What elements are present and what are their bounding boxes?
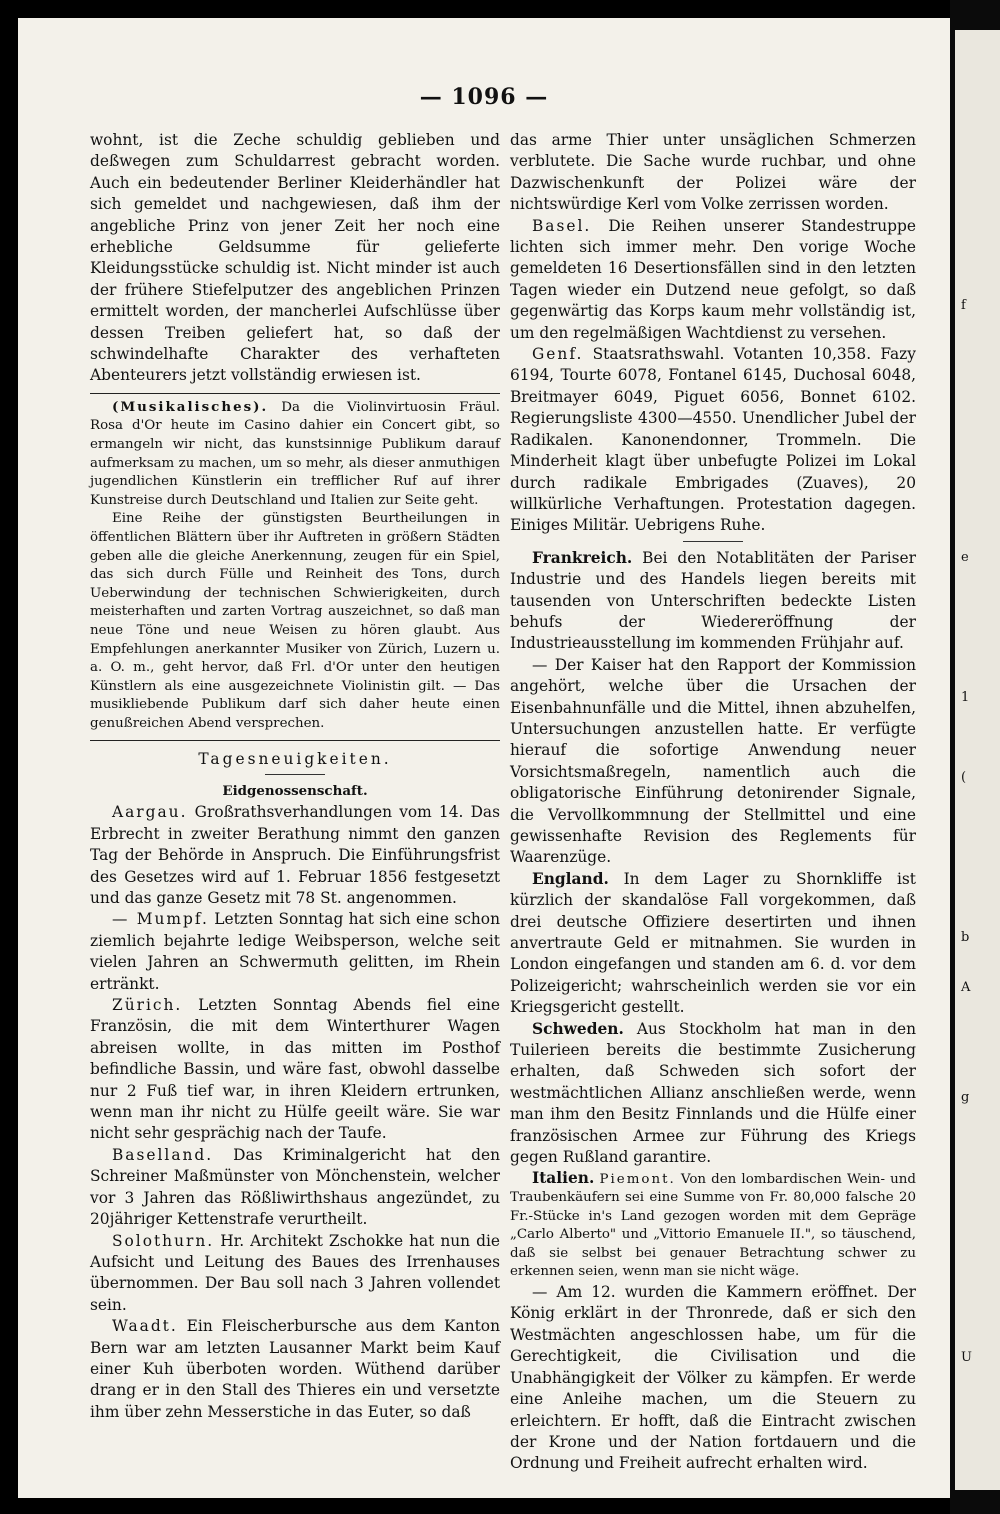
news-text: Bei den Notablitäten der Pariser Industrie und des Handels liegen bereits mit tausenden von Unterschriften bedeckte Listen behufs der Wiedereröffnung der Industrieausstellung im kommenden Frühjahr auf. [510, 548, 916, 653]
news-waadt [90, 1316, 500, 1423]
news-text: Großrathsverhandlungen vom 14. Das Erbrecht in zweiter Berathung nimmt den ganzen Tag der Behörde in Anspruch. Die Einführungsfrist des Gesetzes wird auf 1. Februar 1856 festgesetzt und das ganze Gesetz mit 78 St. angenommen. [90, 803, 500, 907]
music-heading: (Musikalisches). [112, 398, 269, 415]
news-italien [510, 1169, 916, 1283]
country-heading: England. [532, 869, 609, 888]
place-name: — Mumpf. [112, 910, 209, 929]
news-text: Letzten Sonntag Abends fiel eine Französin, die mit dem Winterthurer Wagen abreisen wollte, in das mitten im Posthof befindliche Bassin, und wäre fast, obwohl dasselbe nur 2 Fuß tief war, in ihren Kleidern ertrunken, wenn man ihr nicht zu Hülfe geeilt wäre. Sie war nicht sehr gesprächig nach der Taufe. [90, 996, 500, 1143]
place-name: Solothurn. [112, 1231, 215, 1250]
music-notice [90, 398, 500, 511]
news-england [510, 869, 916, 1019]
news-text: Staatsrathswahl. Votanten 10,358. Fazy 6194, Tourte 6078, Fontanel 6145, Duchosal 6048, Breitmayer 6049, Piguet 6056, Bonnet 6102. Regierungsliste 4300—4550. Unendlicher Jubel der Radikalen. Kanonendonner, Trommeln. Die Minderheit klagt über unbefugte Polizei im Lokal durch radikale Embrigades (Zuaves), 20 willkürliche Verhaftungen. Protestation dagegen. Einiges Militär. Uebrigens Ruhe. [510, 345, 916, 535]
news-zuerich [90, 995, 500, 1145]
news-text: Das Kriminalgericht hat den Schreiner Maßmünster von Mönchenstein, welcher vor 3 Jahren das Rößliwirthshaus angezündet, zu 20jähriger Kettenstrafe verurtheilt. [90, 1145, 500, 1229]
adjacent-page-strip: f e 1 ( b A g U [955, 30, 1000, 1490]
news-text: Ein Fleischerbursche aus dem Kanton Bern war am letzten Lausanner Markt beim Kauf einer Kuh überboten worden. Wüthend darüber drang er in den Stall des Thieres ein und versetzte ihm über zehn Messerstiche in das Euter, so daß [90, 1317, 500, 1421]
newspaper-page [18, 18, 950, 1498]
news-frankreich [510, 548, 916, 655]
news-text: Letzten Sonntag hat sich eine schon ziemlich bejahrte ledige Weibsperson, welche seit vielen Jahren an Schwermuth gelitten, im Rhein ertränkt. [90, 910, 500, 993]
news-text: Von den lombardischen Wein- und Traubenkäufern sei eine Summe von Fr. 80,000 falsche 20 Fr.-Stücke in's Land gezogen worden mit dem Gepräge „Carlo Alberto" und „Vittorio Emanuele II.", so täuschend, daß sie selbst bei genauer Betrachtung schwer zu erkennen seien, wenn man sie nicht wäge. [510, 1171, 916, 1280]
divider [90, 393, 500, 394]
music-text: Da die Violinvirtuosin Fräul. Rosa d'Or heute im Casino dahier ein Concert gibt, so ermangeln wir nicht, das kunstsinnige Publikum darauf aufmerksam zu machen, um so mehr, als dieser anmuthigen jugendlichen Künstlerin ein trefflicher Ruf auf ihrer Kunstreise durch Deutschland und Italien zur Seite geht. [90, 399, 501, 508]
short-divider [683, 541, 743, 542]
article-continuation: das arme Thier unter unsäglichen Schmerzen verblutete. Die Sache wurde ruchbar, und ohne Dazwischenkunft der Polizei wäre der nichtswürdige Kerl vom Volke zerrissen worden. [510, 131, 916, 214]
place-name: Baselland. [112, 1145, 214, 1164]
page-number: — 1096 — [419, 84, 549, 110]
place-name: Zürich. [112, 996, 183, 1015]
place-name: Waadt. [112, 1317, 178, 1336]
news-genf [510, 344, 916, 537]
news-text: In dem Lager zu Shornkliffe ist kürzlich der skandalöse Fall vorgekommen, daß drei deutsche Offiziere desertirten und ihnen anvertraute Geld er mitnahmen. Sie wurden in London eingefangen und standen am 6. d. vor dem Polizeigericht; wahrscheinlich werden sie vor ein Kriegsgericht gestellt. [510, 869, 916, 1017]
left-column [90, 130, 500, 1423]
place-name: Piemont. [599, 1171, 676, 1187]
news-aargau [90, 802, 500, 909]
news-text: Aus Stockholm hat man in den Tuilerieen bereits die bestimmte Zusicherung erhalten, daß Schweden sich sofort der westmächtlichen Allianz anschließen werde, wenn man ihm den Besitz Finnlands und die Hülfe einer französischen Armee zur Führung des Kriegs gegen Rußland garantire. [510, 1019, 916, 1167]
place-name: Aargau. [112, 803, 188, 822]
news-italien-2: — Am 12. wurden die Kammern eröffnet. Der König erklärt in der Thronrede, daß er sich den Westmächten angeschlossen habe, um für die Gerechtigkeit, die Civilisation und die Unabhängigkeit der Völker zu kämpfen. Er werde eine Anleihe machen, um die Steuern zu erleichtern. Er hofft, daß die Eintracht zwischen der Krone und der Nation fortdauern und die Ordnung und Freiheit aufrecht erhalten wird. [510, 1283, 916, 1473]
news-baselland [90, 1145, 500, 1231]
news-text: Die Reihen unserer Standestruppe lichten sich immer mehr. Den vorige Woche gemeldeten 16 Desertionsfällen sind in den letzten Tagen wieder ein Dutzend neue gefolgt, so daß gegenwärtig das Korps kaum mehr vollständig ist, um den regelmäßigen Wachtdienst zu versehen. [510, 216, 916, 342]
short-divider [265, 774, 325, 775]
news-mumpf [90, 909, 500, 995]
news-schweden [510, 1019, 916, 1169]
section-title: Tagesneuigkeiten. [198, 749, 392, 768]
subsection-title: Eidgenossenschaft. [222, 782, 368, 799]
news-solothurn [90, 1231, 500, 1317]
country-heading: Italien. [532, 1168, 595, 1187]
article-continuation: wohnt, ist die Zeche schuldig geblieben und deßwegen zum Schuldarrest gebracht worden. Auch ein bedeutender Berliner Kleiderhändler hat sich gemeldet und nachgewiesen, daß ihm der angebliche Prinz von jener Zeit her noch eine erhebliche Geldsumme für gelieferte Kleidungsstücke schuldig ist. Nicht minder ist auch der frühere Stiefelputzer des angeblichen Prinzen ermittelt worden, der mancherlei Aufschlüsse über dessen Treiben geliefert hat, so daß der schwindelhafte Charakter des verhafteten Abenteurers jetzt vollständig erwiesen ist. [90, 131, 500, 385]
music-notice-2: Eine Reihe der günstigsten Beurtheilungen in öffentlichen Blättern über ihr Auftreten in größern Städten geben alle die gleiche Anerkennung, zeugen für ein Spiel, das sich durch Fülle und Reinheit des Tons, durch Ueberwindung der technischen Schwierigkeiten, durch meisterhaften und zarten Vortrag auszeichnet, so daß man neue Töne und neue Weisen zu hören glaubt. Aus Empfehlungen anerkannter Musiker von Zürich, Luzern u. a. O. m., geht hervor, daß Frl. d'Or unter den heutigen Künstlern als eine ausgezeichnete Violinistin gilt. — Das musikliebende Publikum darf sich daher heute einen genußreichen Abend versprechen. [90, 511, 500, 731]
news-basel [510, 216, 916, 344]
country-heading: Frankreich. [532, 548, 633, 567]
right-column [510, 130, 916, 1475]
news-frankreich-2: — Der Kaiser hat den Rapport der Kommission angehört, welche über die Ursachen der Eisenbahnunfälle und die Mittel, ihnen abzuhelfen, Untersuchungen anzustellen hatte. Er verfügte hierauf die sofortige Anwendung neuer Vorsichtsmaßregeln, namentlich auch die obligatorische Einführung detonirender Signale, die Vervollkommnung der Stellmittel und eine gewissenhafte Revision des Reglements für Waarenzüge. [510, 655, 916, 867]
place-name: Basel. [532, 216, 592, 235]
news-text: Hr. Architekt Zschokke hat nun die Aufsicht und Leitung des Baues des Irrenhauses übernommen. Der Bau soll nach 3 Jahren vollendet sein. [90, 1231, 500, 1314]
divider [90, 740, 500, 741]
country-heading: Schweden. [532, 1019, 624, 1038]
place-name: Genf. [532, 345, 584, 364]
